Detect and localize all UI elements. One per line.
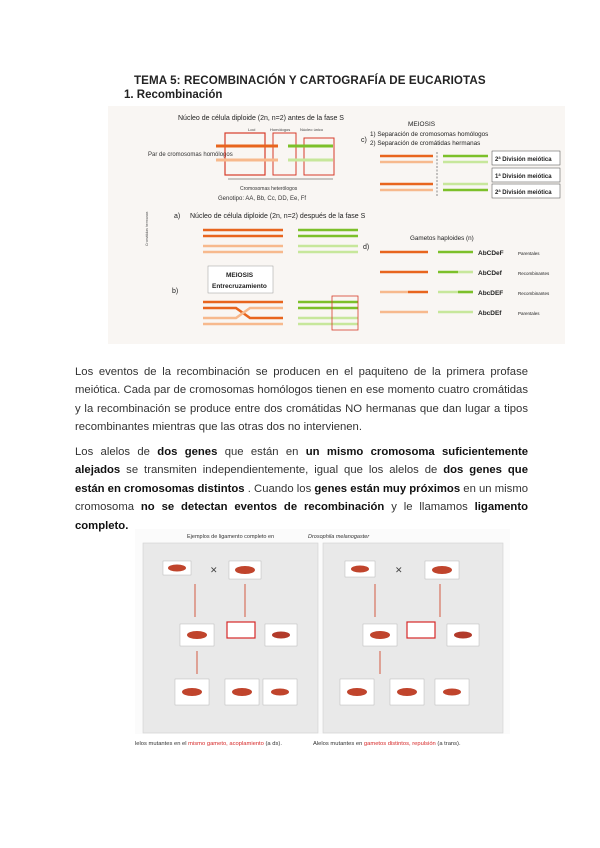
svg-text:✕: ✕ (395, 566, 403, 576)
letter-a: a) (174, 213, 181, 220)
recombination-figure (108, 106, 565, 344)
paragraph-linkage (75, 443, 528, 535)
pair-label: Par de cromosomas homólogos (148, 152, 233, 158)
division-1: 1ª División meiótica (495, 174, 552, 180)
p2-text-6: y le llamamos (384, 501, 475, 514)
svg-text:✕: ✕ (210, 566, 218, 576)
genotype-label: Genotipo: AA, Bb, Cc, DD, Ee, Ff (218, 196, 307, 202)
label-loci: Loci (248, 127, 256, 132)
caption-left-post: (a ds). (263, 741, 282, 747)
letter-c: c) (361, 137, 367, 144)
letter-d: d) (363, 244, 370, 251)
gametes-title: Gametos haploides (n) (410, 235, 474, 242)
division-2a: 2ª División meiótica (495, 157, 552, 163)
figure2-species: Drosophila melanogaster (308, 534, 370, 540)
caption-right-red: gametos distintos, repulsión (363, 741, 436, 747)
caption-left (135, 741, 282, 747)
crossover-label: Entrecruzamiento (212, 283, 267, 290)
p2-bold-2: un mismo cromosoma suficientemente alejados (75, 446, 529, 477)
p2-text-2: que están en (217, 446, 306, 458)
gamete-4-genotype: AbcDEf (478, 310, 502, 317)
gamete-1-type: Parentales (518, 251, 540, 256)
section-heading: 1. Recombinación (124, 89, 223, 101)
panel-b-title: Núcleo de célula diploide (2n, n=2) después de la fase S (190, 213, 366, 220)
caption-left-red: mismo gameto, acoplamiento (188, 741, 264, 747)
meiosis-step-2: 2) Separación de cromátidas hermanas (370, 140, 481, 147)
p2-text-1: Los alelos de (75, 446, 158, 458)
gamete-3-type: Recombinantes (518, 291, 550, 296)
p2-bold-5: no se detectan eventos de recombinación (140, 501, 385, 514)
panel-a-title: Núcleo de célula diploide (2n, n=2) antes de la fase S (178, 115, 344, 122)
gamete-2-type: Recombinantes (518, 271, 550, 276)
caption-right (313, 741, 461, 747)
caption-right-post: (a trans). (435, 741, 461, 747)
letter-b: b) (172, 288, 179, 295)
p2-text-3: se transmiten independientemente, igual que los alelos de (120, 464, 444, 477)
meiosis-step-1: 1) Separación de cromosomas homólogos (370, 131, 489, 138)
p2-bold-4: genes están muy próximos (314, 482, 461, 495)
meiosis-label-b: MEIOSIS (226, 272, 254, 279)
label-homologos: Homólogos (270, 127, 291, 132)
gamete-2-genotype: AbCDef (478, 270, 502, 277)
p2-bold-3: dos genes que están en cromosomas distintos (75, 464, 528, 495)
page-title: TEMA 5: RECOMBINACIÓN Y CARTOGRAFÍA DE EUCARIOTAS (134, 74, 486, 87)
drosophila-figure (135, 529, 510, 734)
gamete-3-genotype: AbcDEF (478, 290, 504, 297)
caption-right-pre: Alelos mutantes en (313, 741, 364, 747)
caption-left-pre: lelos mutantes en el (135, 741, 189, 747)
figure2-title: Ejemplos de ligamento completo en (187, 534, 275, 540)
meiosis-title: MEIOSIS (408, 121, 436, 128)
paragraph-recombination: Los eventos de la recombinación se producen en el paquiteno de la primera profase meiótica. Cada par de cromosomas homólogos tienen en ese momento cuatro cromátidas y la recombinación se produce entre dos cromátidas NO hermanas que dan lugar a tipos recombinantes mientras que las otras dos no intervienen. (75, 366, 528, 434)
p2-bold-6: ligamento completo. (75, 501, 528, 532)
p2-text-4: . Cuando los (244, 482, 315, 495)
gamete-1-genotype: AbCDeF (478, 250, 504, 257)
p2-text-5: en un mismo cromosoma (75, 482, 529, 514)
division-2b: 2ª División meiótica (495, 190, 552, 196)
heterologous-label: Cromosomas heterólogos (240, 186, 298, 192)
gamete-4-type: Parentales (518, 311, 540, 316)
label-nucleo: Núcleo único (300, 127, 324, 132)
sister-label: Cromátidas hermanas (145, 211, 149, 246)
p2-bold-1: dos genes (157, 446, 218, 458)
